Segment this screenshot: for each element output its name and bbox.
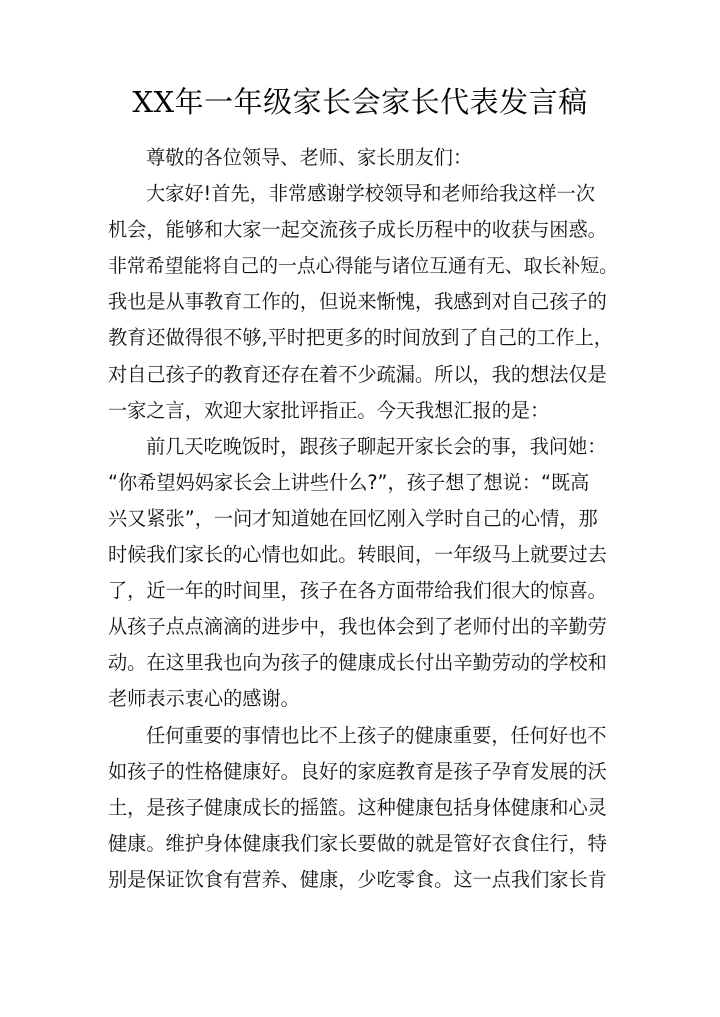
paragraph-line: 我也是从事教育工作的，但说来惭愧，我感到对自己孩子的 (108, 290, 607, 314)
paragraph-line: 大家好!首先，非常感谢学校领导和老师给我这样一次 (146, 182, 596, 206)
paragraph-line: 动。在这里我也向为孩子的健康成长付出辛勤劳动的学校和 (108, 651, 607, 675)
paragraph-line: 对自己孩子的教育还存在着不少疏漏。所以，我的想法仅是 (108, 362, 607, 386)
paragraph-line: 老师表示衷心的感谢。 (108, 687, 300, 711)
paragraph-line: 从孩子点点滴滴的进步中，我也体会到了老师付出的辛勤劳 (108, 615, 607, 639)
paragraph-line: 时候我们家长的心情也如此。转眼间，一年级马上就要过去 (108, 543, 607, 567)
paragraph-line: 机会，能够和大家一起交流孩子成长历程中的收获与困惑。 (108, 218, 607, 242)
paragraph-line: 一家之言，欢迎大家批评指正。今天我想汇报的是： (108, 398, 550, 422)
paragraph-line: 教育还做得很不够,平时把更多的时间放到了自己的工作上， (108, 326, 613, 350)
paragraph-line: 如孩子的性格健康好。良好的家庭教育是孩子孕育发展的沃 (108, 759, 607, 783)
paragraph-line: 兴又紧张”，一问才知道她在回忆刚入学时自己的心情，那 (108, 506, 598, 530)
salutation-line: 尊敬的各位领导、老师、家长朋友们： (146, 146, 473, 169)
paragraph-line: 非常希望能将自己的一点心得能与诸位互通有无、取长补短。 (108, 255, 619, 278)
paragraph-line: 别是保证饮食有营养、健康，少吃零食。这一点我们家长肯 (108, 867, 607, 891)
paragraph-line: 健康。维护身体健康我们家长要做的就是管好衣食住行，特 (108, 831, 607, 855)
document-title: XX年一年级家长会家长代表发言稿 (132, 85, 588, 119)
paragraph-line: 前几天吃晚饭时，跟孩子聊起开家长会的事，我问她： (146, 434, 607, 458)
paragraph-line: 土，是孩子健康成长的摇篮。这种健康包括身体健康和心灵 (108, 795, 607, 819)
document-body (108, 140, 620, 898)
paragraph-line: “你希望妈妈家长会上讲些什么?”，孩子想了想说：“既高 (108, 470, 590, 494)
paragraph-line: 任何重要的事情也比不上孩子的健康重要，任何好也不 (146, 723, 607, 747)
paragraph-line: 了，近一年的时间里，孩子在各方面带给我们很大的惊喜。 (108, 579, 607, 603)
